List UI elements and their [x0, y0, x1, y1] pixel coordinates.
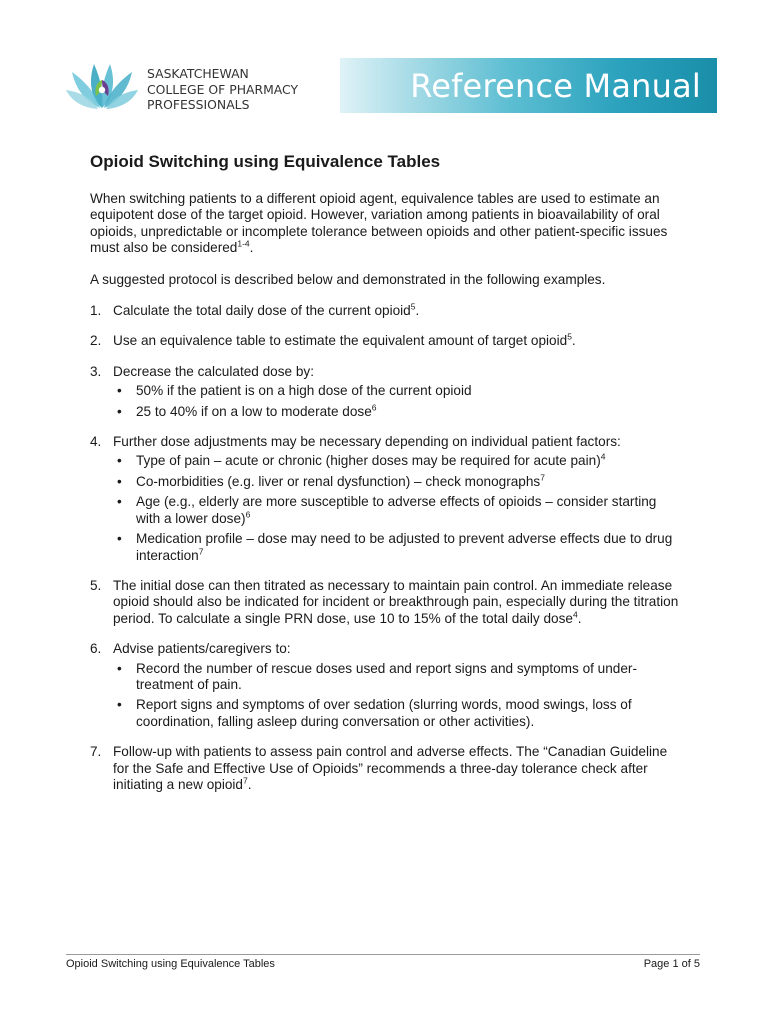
page-title: Opioid Switching using Equivalence Tables — [90, 152, 441, 171]
step-text: The initial dose can then titrated as necessary to maintain pain control. An immediate release opioid should also be indicated for incident or breakthrough pain, especially during the titration period. To calculate a single PRN dose, use 10 to 15% of the total daily dose — [113, 577, 679, 626]
step-number: 1. — [90, 303, 102, 319]
bullet-icon: • — [117, 494, 122, 510]
protocol-step — [90, 744, 680, 793]
step-end: . — [577, 610, 582, 626]
bullet-icon: • — [117, 383, 122, 399]
step-end: . — [415, 303, 420, 319]
bullet-icon: • — [117, 453, 122, 469]
bullet-text: Age (e.g., elderly are more susceptible to adverse effects of opioids – consider starting with a lower dose) — [136, 494, 657, 526]
bullet-icon: • — [117, 403, 122, 419]
step-number: 6. — [90, 641, 102, 657]
citation: 5 — [410, 301, 416, 312]
protocol-step — [90, 641, 680, 730]
reference-manual-banner — [340, 58, 717, 113]
bullet-text: Medication profile – dose may need to be adjusted to prevent adverse effects due to drug interaction — [136, 531, 673, 563]
footer-divider — [66, 954, 700, 955]
org-name-line: PROFESSIONALS — [147, 97, 250, 112]
protocol-step — [90, 578, 680, 627]
sub-bullet-item — [113, 383, 680, 399]
protocol-step — [90, 364, 680, 420]
citation: 6 — [245, 509, 251, 520]
sub-bullet-item — [113, 531, 680, 564]
sub-bullet-item — [113, 494, 680, 527]
document-body — [90, 151, 680, 807]
scpp-leaf-logo-icon — [64, 52, 140, 114]
sub-bullet-item — [113, 661, 680, 694]
org-name — [147, 66, 298, 113]
intro-text: When switching patients to a different opioid agent, equivalence tables are used to estimate an equipotent dose of the target opioid. However, variation among patients in bioavailability of oral opioids, unpredictable or incomplete tolerance between opioids and other patient-specific issues must also be considered — [90, 191, 668, 256]
sub-bullet-item — [113, 474, 680, 490]
footer-title: Opioid Switching using Equivalence Tables — [66, 958, 275, 970]
step-text: Advise patients/caregivers to: — [113, 641, 291, 657]
protocol-step — [90, 303, 680, 319]
step-text: Further dose adjustments may be necessary depending on individual patient factors: — [113, 434, 621, 450]
bullet-text: Record the number of rescue doses used and report signs and symptoms of under-treatment of pain. — [136, 660, 637, 692]
page-header — [0, 0, 768, 130]
step-end: . — [247, 776, 252, 792]
citation: 1-4 — [237, 238, 250, 249]
citation: 5 — [567, 331, 572, 342]
step-text: Decrease the calculated dose by: — [113, 363, 315, 379]
bullet-icon: • — [117, 473, 122, 489]
bullet-text: Report signs and symptoms of over sedation (slurring words, mood swings, loss of coordination, falling asleep during conversation or other activities). — [136, 697, 632, 729]
bullet-text: 25 to 40% if on a low to moderate dose — [136, 403, 372, 419]
protocol-paragraph: A suggested protocol is described below and demonstrated in the following examples. — [90, 271, 606, 287]
step-text: Follow-up with patients to assess pain control and adverse effects. The “Canadian Guideline for the Safe and Effective Use of Opioids” recommends a three-day tolerance check after initiating a new opioid — [113, 744, 668, 792]
protocol-steps-list — [90, 303, 680, 793]
bullet-icon: • — [117, 660, 122, 676]
step-number: 7. — [90, 744, 102, 760]
citation: 4 — [572, 609, 578, 620]
citation: 7 — [198, 545, 204, 556]
bullet-text: Type of pain – acute or chronic (higher doses may be required for acute pain) — [136, 453, 601, 469]
citation: 7 — [242, 775, 248, 786]
step-number: 5. — [90, 577, 102, 593]
protocol-step — [90, 333, 680, 349]
step-text: Calculate the total daily dose of the current opioid — [113, 303, 411, 319]
bullet-text: Co-morbidities (e.g. liver or renal dysfunction) – check monographs — [136, 473, 541, 489]
bullet-icon: • — [117, 697, 122, 713]
step-number: 3. — [90, 363, 102, 379]
citation: 4 — [600, 451, 606, 462]
org-name-line: SASKATCHEWAN — [147, 66, 249, 81]
protocol-step — [90, 434, 680, 564]
sub-bullet-item — [113, 404, 680, 420]
step-number: 2. — [90, 333, 102, 349]
bullet-text: 50% if the patient is on a high dose of the current opioid — [136, 383, 472, 399]
sub-bullet-list — [113, 383, 680, 420]
step-text: Use an equivalence table to estimate the equivalent amount of target opioid — [113, 333, 568, 349]
sub-bullet-item — [113, 697, 680, 730]
banner-title: Reference Manual — [410, 67, 701, 105]
citation: 6 — [371, 402, 377, 413]
citation: 7 — [540, 472, 545, 483]
sub-bullet-item — [113, 453, 680, 469]
org-name-line: COLLEGE OF PHARMACY — [147, 81, 299, 97]
intro-paragraph: When switching patients to a different opioid agent, equivalence tables are used to estimate an equipotent dose of the target opioid. However, variation among patients in bioavailability of oral opioids, unpredictable or incomplete tolerance between opioids and other patient-specific issues must also be considered$^{1-4}$. — [90, 191, 668, 256]
bullet-icon: • — [117, 531, 122, 547]
page-number: Page 1 of 5 — [643, 958, 700, 970]
step-end: . — [571, 333, 576, 349]
sub-bullet-list — [113, 661, 680, 731]
step-number: 4. — [90, 434, 102, 450]
sub-bullet-list — [113, 453, 680, 563]
